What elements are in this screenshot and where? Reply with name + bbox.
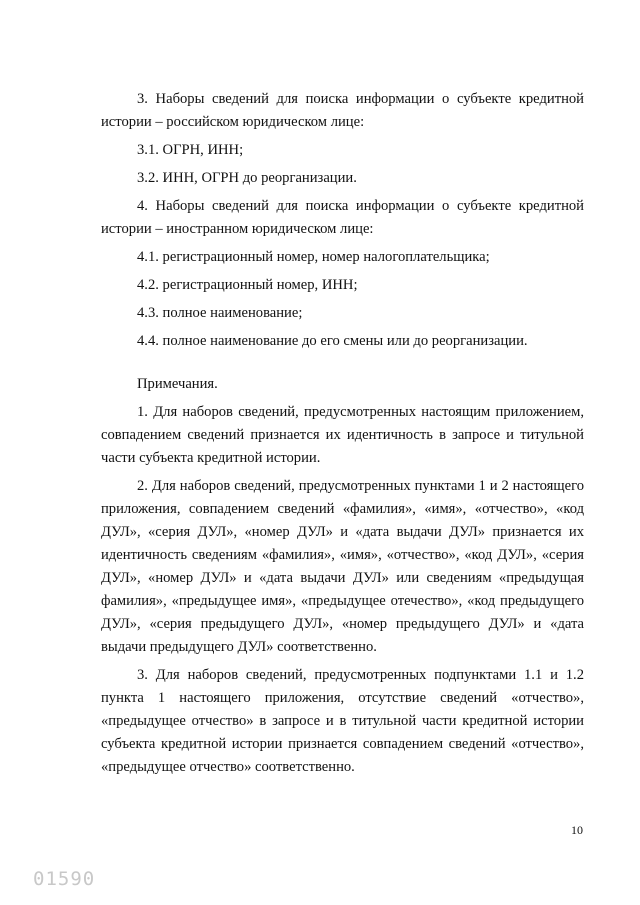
paragraph-4: 4. Наборы сведений для поиска информации о субъекте кредитной истории – иностранном юридическом лице: [101, 198, 584, 237]
paragraph-3-2: 3.2. ИНН, ОГРН до реорганизации. [137, 170, 357, 186]
note-1: 1. Для наборов сведений, предусмотренных настоящим приложением, совпадением сведений признается их идентичность в запросе и титульной части субъекта кредитной истории. [101, 404, 584, 466]
notes-heading: Примечания. [137, 376, 218, 392]
paragraph-3-1: 3.1. ОГРН, ИНН; [137, 142, 244, 158]
paragraph-4-3: 4.3. полное наименование; [137, 305, 303, 321]
paragraph-4-4: 4.4. полное наименование до его смены или до реорганизации. [137, 333, 528, 349]
note-3: 3. Для наборов сведений, предусмотренных подпунктами 1.1 и 1.2 пункта 1 настоящего приложения, отсутствие сведений «отчество», «предыдущее отчество» в запросе и в титульной части кредитной истории субъекта кредитной истории признается совпадением сведений «отчество», «предыдущее отчество» соответственно. [101, 667, 584, 775]
page-number: 10 [571, 823, 583, 837]
note-2: 2. Для наборов сведений, предусмотренных пунктами 1 и 2 настоящего приложения, совпадением сведений «фамилия», «имя», «отчество», «код ДУЛ», «серия ДУЛ», «номер ДУЛ» и «дата выдачи ДУЛ» признается их идентичность сведениям «фамилия», «имя», «отчество», «код ДУЛ», «серия ДУЛ», «номер ДУЛ» и «дата выдачи ДУЛ» или сведениям «предыдущая фамилия», «предыдущее имя», «предыдущее отечество», «код предыдущего ДУЛ», «серия предыдущего ДУЛ», «номер предыдущего ДУЛ» и «дата выдачи предыдущего ДУЛ» соответственно. [101, 478, 584, 655]
paragraph-3: 3. Наборы сведений для поиска информации о субъекте кредитной истории – российском юридическом лице: [101, 91, 584, 130]
stamp-number: 01590 [33, 868, 96, 890]
paragraph-4-2: 4.2. регистрационный номер, ИНН; [137, 277, 358, 293]
paragraph-4-1: 4.1. регистрационный номер, номер налогоплательщика; [137, 249, 490, 265]
document-body [101, 88, 584, 784]
